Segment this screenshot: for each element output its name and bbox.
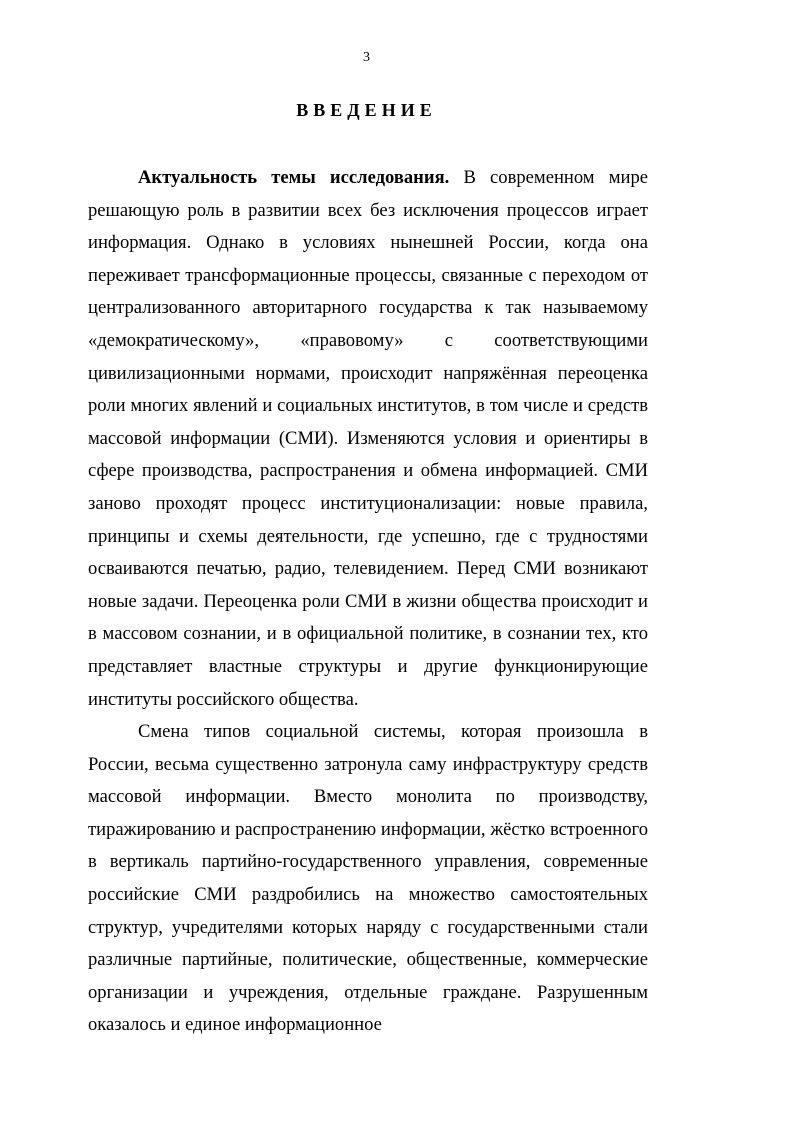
page-number: 3 [363,50,370,65]
page-title: ВВЕДЕНИЕ [296,100,437,120]
body-text [88,162,648,1042]
paragraph-lead: Актуальность темы исследования. [138,167,450,188]
paragraph [88,716,648,1042]
paragraph-text: В современном мире решающую роль в развитии всех без исключения процессов играет информация. Однако в условиях нынешней России, когда она переживает трансформационные процессы, связанные с переходом от централизованного авторитарного государства к так называемому «демократическому», «правовому» с соответствующими цивилизационными нормами, происходит напряжённая переоценка роли многих явлений и социальных институтов, в том числе и средств массовой информации (СМИ). Изменяются условия и ориентиры в сфере производства, распространения и обмена информацией. СМИ заново проходят процесс институционализации: новые правила, принципы и схемы деятельности, где успешно, где с трудностями осваиваются печатью, радио, телевидением. Перед СМИ возникают новые задачи. Переоценка роли СМИ в жизни общества происходит и в массовом сознании, и в официальной политике, в сознании тех, кто представляет властные структуры и другие функционирующие институты российского общества. [88,167,648,710]
paragraph [88,162,648,716]
paragraph-text: Смена типов социальной системы, которая произошла в России, весьма существенно затронула саму инфраструктуру средств массовой информации. Вместо монолита по производству, тиражированию и распространению информации, жёстко встроенного в вертикаль партийно-государственного управления, современные российские СМИ раздробились на множество самостоятельных структур, учредителями которых наряду с государственными стали различные партийные, политические, общественные, коммерческие организации и учреждения, отдельные граждане. Разрушенным оказалось и единое информационное [88,721,648,1036]
